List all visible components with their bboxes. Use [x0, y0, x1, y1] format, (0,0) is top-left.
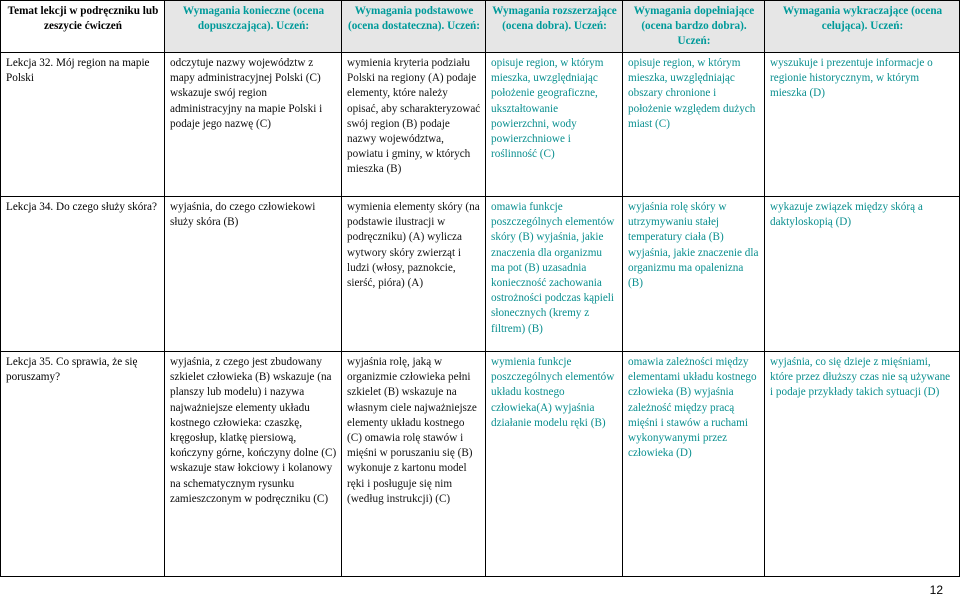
required-cell: odczytuje nazwy województw z mapy administracyjnej Polski (C) wskazuje swój region administracyjny na mapie Polski i podaje jego nazwę (C)	[165, 53, 342, 197]
extended-cell: wymienia funkcje poszczególnych elementów układu kostnego człowieka(A) wyjaśnia działanie modelu ręki (B)	[486, 352, 623, 577]
required-cell: wyjaśnia, do czego człowiekowi służy skóra (B)	[165, 197, 342, 352]
table-header-row	[1, 1, 960, 53]
header-basic: Wymagania podstawowe (ocena dostateczna). Uczeń:	[342, 1, 486, 53]
basic-cell: wymienia elementy skóry (na podstawie ilustracji w podręczniku) (A) wylicza wytwory skóry zwierząt i ludzi (włosy, paznokcie, sierść, pióra) (A)	[342, 197, 486, 352]
lesson-topic-cell: Lekcja 34. Do czego służy skóra?	[1, 197, 165, 352]
header-required: Wymagania konieczne (ocena dopuszczająca). Uczeń:	[165, 1, 342, 53]
table-row	[1, 197, 960, 352]
basic-cell: wyjaśnia rolę, jaką w organizmie człowieka pełni szkielet (B) wskazuje na własnym ciele najważniejsze elementy układu kostnego (C) omawia rolę stawów i mięśni w poruszaniu się (B) wykonuje z kartonu model ręki i posługuje się nim (według instrukcji) (C)	[342, 352, 486, 577]
header-extended: Wymagania rozszerzające (ocena dobra). Uczeń:	[486, 1, 623, 53]
header-beyond: Wymagania wykraczające (ocena celująca). Uczeń:	[765, 1, 960, 53]
basic-cell: wymienia kryteria podziału Polski na regiony (A) podaje elementy, które należy opisać, aby scharakteryzować swój region (B) podaje nazwy województwa, powiatu i gminy, w których mieszka (B)	[342, 53, 486, 197]
table-row	[1, 352, 960, 577]
extended-cell: opisuje region, w którym mieszka, uwzględniając położenie geograficzne, ukształtowanie powierzchni, wody powierzchniowe i roślinność (C)	[486, 53, 623, 197]
header-complementary: Wymagania dopełniające (ocena bardzo dobra). Uczeń:	[623, 1, 765, 53]
lesson-topic-cell: Lekcja 35. Co sprawia, że się poruszamy?	[1, 352, 165, 577]
complementary-cell: omawia zależności między elementami układu kostnego człowieka (B) wyjaśnia zależność między pracą mięśni i stawów a ruchami wykonywanymi przez człowieka (D)	[623, 352, 765, 577]
extended-cell: omawia funkcje poszczególnych elementów skóry (B) wyjaśnia, jakie znaczenia dla organizmu ma pot (B) uzasadnia konieczność zachowania ostrożności podczas kąpieli słonecznych (kremy z filtrem) (B)	[486, 197, 623, 352]
required-cell: wyjaśnia, z czego jest zbudowany szkielet człowieka (B) wskazuje (na planszy lub modelu) i nazywa najważniejsze elementy układu kostnego człowieka: czaszkę, kręgosłup, klatkę piersiową, kończyny górne, kończyny dolne (C) wskazuje staw łokciowy i kolanowy na schematycznym rysunku zamieszczonym w podręczniku (C)	[165, 352, 342, 577]
complementary-cell: wyjaśnia rolę skóry w utrzymywaniu stałej temperatury ciała (B) wyjaśnia, jakie znaczenie dla organizmu ma opalenizna (B)	[623, 197, 765, 352]
header-lesson-topic: Temat lekcji w podręczniku lub zeszycie ćwiczeń	[1, 1, 165, 53]
beyond-cell: wyjaśnia, co się dzieje z mięśniami, które przez dłuższy czas nie są używane i podaje przykłady takich sytuacji (D)	[765, 352, 960, 577]
lesson-topic-cell: Lekcja 32. Mój region na mapie Polski	[1, 53, 165, 197]
table-row	[1, 53, 960, 197]
beyond-cell: wykazuje związek między skórą a daktyloskopią (D)	[765, 197, 960, 352]
beyond-cell: wyszukuje i prezentuje informacje o regionie historycznym, w którym mieszka (D)	[765, 53, 960, 197]
page-number: 12	[929, 583, 943, 597]
complementary-cell: opisuje region, w którym mieszka, uwzględniając obszary chronione i położenie względem dużych miast (C)	[623, 53, 765, 197]
